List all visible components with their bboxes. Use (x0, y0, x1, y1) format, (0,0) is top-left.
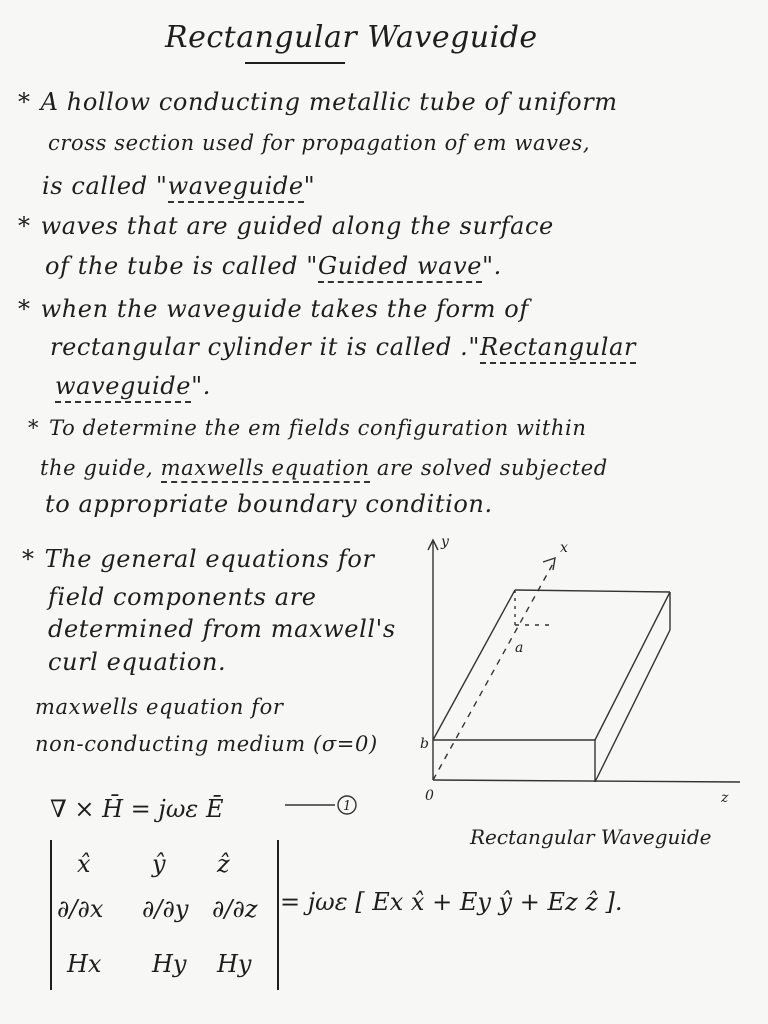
p2-line2 (45, 252, 502, 280)
p5-line1-text: The general equations for (44, 545, 375, 573)
box-right-bottom (595, 630, 670, 782)
diagram-caption: Rectangular Waveguide (470, 825, 712, 849)
p5-line3: determined from maxwell's (48, 615, 396, 643)
p4-line2-post: are solved subjected (369, 456, 608, 480)
p2-line2-pre: of the tube is called " (45, 252, 318, 280)
bullet-marker: * (28, 416, 40, 440)
det-r2c3: ∂/∂z (212, 895, 258, 923)
p5-line2: field components are (48, 583, 317, 611)
p5-line1 (22, 545, 375, 573)
det-r3c1: Hx (67, 950, 102, 978)
p3-line2 (50, 333, 636, 361)
label-y: y (441, 534, 449, 550)
box-top-right (595, 592, 670, 740)
term-waveguide-2: waveguide (55, 372, 191, 403)
waveguide-diagram (415, 530, 760, 820)
p2-line2-post: ". (482, 252, 502, 280)
p4-line2-pre: the guide, (40, 456, 161, 480)
label-origin: 0 (425, 788, 434, 804)
box-top-left (433, 590, 515, 740)
p6-line2: non-conducting medium (σ=0) (35, 732, 378, 756)
bullet-marker: * (18, 88, 31, 116)
p4-line1-text: To determine the em fields configuration within (49, 416, 587, 440)
p3-line1 (18, 295, 529, 323)
p3-line1-text: when the waveguide takes the form of (40, 295, 529, 323)
label-x: x (560, 540, 568, 556)
label-a: a (515, 640, 524, 656)
det-r2c2: ∂/∂y (142, 895, 189, 923)
equation-curl-h: ∇ × H̄ = jωε Ē (50, 795, 224, 823)
box-top-back (515, 590, 670, 592)
term-waveguide: waveguide (168, 172, 304, 203)
term-maxwells-equation: maxwells equation (161, 456, 370, 483)
p3-line2-pre: rectangular cylinder it is called ." (50, 333, 481, 361)
label-z: z (721, 790, 729, 806)
det-r2c1: ∂/∂x (57, 895, 104, 923)
p1-line3-pre: is called " (42, 172, 168, 200)
bullet-marker: * (18, 295, 31, 323)
p1-line1-text: A hollow conducting metallic tube of uniform (40, 88, 618, 116)
page-title: Rectangular Waveguide (165, 20, 538, 55)
equation-reference-marker (285, 795, 365, 815)
p5-line4: curl equation. (48, 648, 227, 676)
determinant-rhs: = jωε [ Ex x̂ + Ey ŷ + Ez ẑ ]. (280, 888, 623, 916)
det-r3c2: Hy (152, 950, 187, 978)
det-r3c3: Hy (217, 950, 252, 978)
p3-line3 (55, 372, 211, 400)
p3-line3-post: ". (191, 372, 211, 400)
p4-line2 (40, 456, 608, 480)
det-r1c3: ẑ (217, 850, 230, 878)
equation-ref-number: 1 (343, 799, 352, 814)
p1-line3-post: " (303, 172, 316, 200)
curl-determinant (50, 840, 279, 990)
p4-line1 (28, 416, 587, 440)
det-r1c1: x̂ (77, 850, 91, 878)
det-r1c2: ŷ (152, 850, 166, 878)
x-axis (433, 560, 555, 780)
term-rectangular: Rectangular (480, 333, 636, 364)
bullet-marker: * (18, 212, 31, 240)
p1-line3 (42, 172, 315, 200)
p2-line1-text: waves that are guided along the surface (40, 212, 554, 240)
p2-line1 (18, 212, 554, 240)
title-underline (245, 62, 345, 64)
p6-line1: maxwells equation for (35, 695, 284, 719)
term-guided-wave: Guided wave (318, 252, 482, 283)
z-axis (433, 780, 740, 782)
p1-line2: cross section used for propagation of em waves, (48, 131, 591, 155)
bullet-marker: * (22, 545, 35, 573)
label-b: b (420, 736, 429, 752)
p4-line3: to appropriate boundary condition. (45, 490, 493, 518)
x-axis-arrow (543, 558, 555, 570)
p1-line1 (18, 88, 618, 116)
